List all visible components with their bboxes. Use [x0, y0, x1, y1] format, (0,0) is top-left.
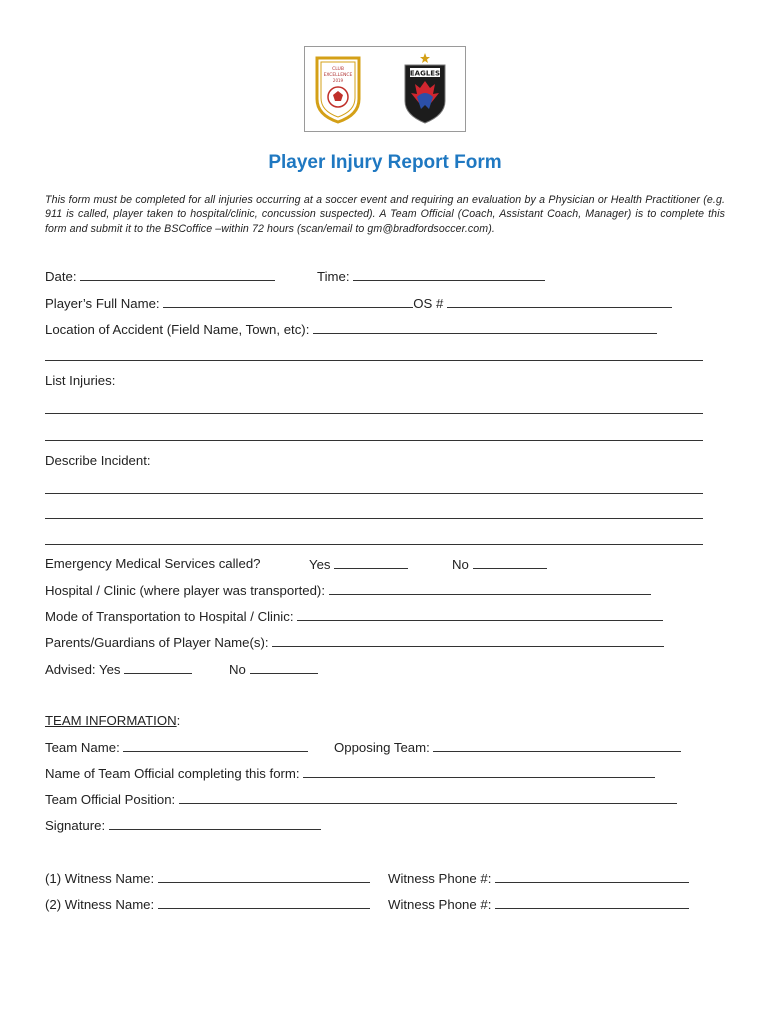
player-name-label: Player’s Full Name:: [45, 296, 160, 311]
incident-line-1[interactable]: [45, 493, 703, 494]
official-name-input-line[interactable]: [303, 765, 655, 778]
signature-label: Signature:: [45, 818, 106, 833]
official-name-field[interactable]: [45, 765, 655, 781]
witness2-name-field[interactable]: [45, 896, 370, 912]
hospital-input-line[interactable]: [329, 582, 651, 595]
witness1-name-input-line[interactable]: [158, 870, 370, 883]
signature-input-line[interactable]: [109, 817, 321, 830]
ems-yes-field[interactable]: [309, 556, 408, 572]
team-name-input-line[interactable]: [123, 739, 308, 752]
date-field[interactable]: [45, 268, 275, 284]
advised-yes-label: Advised: Yes: [45, 662, 121, 677]
parents-input-line[interactable]: [272, 634, 664, 647]
transport-mode-label: Mode of Transportation to Hospital / Clinic:: [45, 609, 294, 624]
time-label: Time:: [317, 269, 350, 284]
opposing-team-field[interactable]: [334, 739, 681, 755]
transport-mode-input-line[interactable]: [297, 608, 663, 621]
ems-yes-label: Yes: [309, 557, 331, 572]
signature-field[interactable]: [45, 817, 321, 833]
transport-mode-field[interactable]: [45, 608, 663, 624]
official-position-input-line[interactable]: [179, 791, 677, 804]
witness1-phone-label: Witness Phone #:: [388, 871, 492, 886]
player-name-field[interactable]: [45, 295, 672, 311]
eagles-crest-icon: [401, 51, 449, 127]
witness2-name-input-line[interactable]: [158, 896, 370, 909]
hospital-label: Hospital / Clinic (where player was transported):: [45, 583, 325, 598]
official-position-label: Team Official Position:: [45, 792, 176, 807]
witness2-phone-label: Witness Phone #:: [388, 897, 492, 912]
os-label: OS #: [413, 296, 444, 311]
injuries-line-1[interactable]: [45, 413, 703, 414]
witness2-phone-input-line[interactable]: [495, 896, 689, 909]
advised-no-label: No: [229, 662, 246, 677]
club-excellence-crest-icon: [314, 55, 362, 125]
player-name-input-line[interactable]: [163, 295, 413, 308]
witness2-name-label: (2) Witness Name:: [45, 897, 155, 912]
page-title: Player Injury Report Form: [268, 152, 502, 173]
ems-yes-input-line[interactable]: [334, 556, 408, 569]
parents-field[interactable]: [45, 634, 664, 650]
witness1-name-field[interactable]: [45, 870, 370, 886]
advised-no-input-line[interactable]: [250, 661, 318, 674]
witness2-phone-field[interactable]: [388, 896, 689, 912]
ems-called-label: Emergency Medical Services called?: [45, 556, 261, 571]
eagles-crest-text: EAGLES: [409, 69, 441, 78]
date-label: Date:: [45, 269, 77, 284]
crest-text-club: CLUB: [332, 67, 344, 72]
ems-no-input-line[interactable]: [473, 556, 547, 569]
crest-text-year: 2019: [332, 78, 344, 83]
advised-yes-field[interactable]: [45, 661, 192, 677]
advised-yes-input-line[interactable]: [124, 661, 192, 674]
witness1-phone-input-line[interactable]: [495, 870, 689, 883]
location-extra-line[interactable]: [45, 360, 703, 361]
team-info-heading-colon: :: [176, 713, 181, 728]
team-info-heading-text: TEAM INFORMATION: [45, 713, 177, 728]
crest-text-excellence: EXCELLENCE: [323, 73, 353, 78]
describe-incident-label: Describe Incident:: [45, 453, 151, 468]
ems-no-label: No: [452, 557, 469, 572]
location-input-line[interactable]: [313, 321, 657, 334]
official-position-field[interactable]: [45, 791, 677, 807]
advised-no-field[interactable]: [229, 661, 318, 677]
time-input-line[interactable]: [353, 268, 545, 281]
ems-called-field: [45, 556, 261, 571]
opposing-team-input-line[interactable]: [433, 739, 681, 752]
injuries-line-2[interactable]: [45, 440, 703, 441]
location-field[interactable]: [45, 321, 657, 337]
instructions-paragraph: This form must be completed for all injuries occurring at a soccer event and requiring an evaluation by a Physician or Health Practitioner (e.g. 911 is called, player taken to hospital/clinic, concussion suspected). A Team Official (Coach, Assistant Coach, Manager) is to complete this form and submit it to the BSCoffice –within 72 hours (scan/email to gm@bradfordsoccer.com).: [45, 194, 725, 235]
parents-label: Parents/Guardians of Player Name(s):: [45, 635, 269, 650]
incident-line-3[interactable]: [45, 544, 703, 545]
os-input-line[interactable]: [447, 295, 672, 308]
team-name-label: Team Name:: [45, 740, 120, 755]
team-info-heading: [45, 713, 180, 728]
team-name-field[interactable]: [45, 739, 308, 755]
logo-panel: [304, 46, 466, 132]
date-input-line[interactable]: [80, 268, 275, 281]
hospital-field[interactable]: [45, 582, 651, 598]
witness1-name-label: (1) Witness Name:: [45, 871, 155, 886]
witness1-phone-field[interactable]: [388, 870, 689, 886]
opposing-team-label: Opposing Team:: [334, 740, 430, 755]
time-field[interactable]: [317, 268, 545, 284]
ems-no-field[interactable]: [452, 556, 547, 572]
list-injuries-label: List Injuries:: [45, 373, 116, 388]
location-label: Location of Accident (Field Name, Town, etc):: [45, 322, 310, 337]
official-name-label: Name of Team Official completing this form:: [45, 766, 300, 781]
incident-line-2[interactable]: [45, 518, 703, 519]
